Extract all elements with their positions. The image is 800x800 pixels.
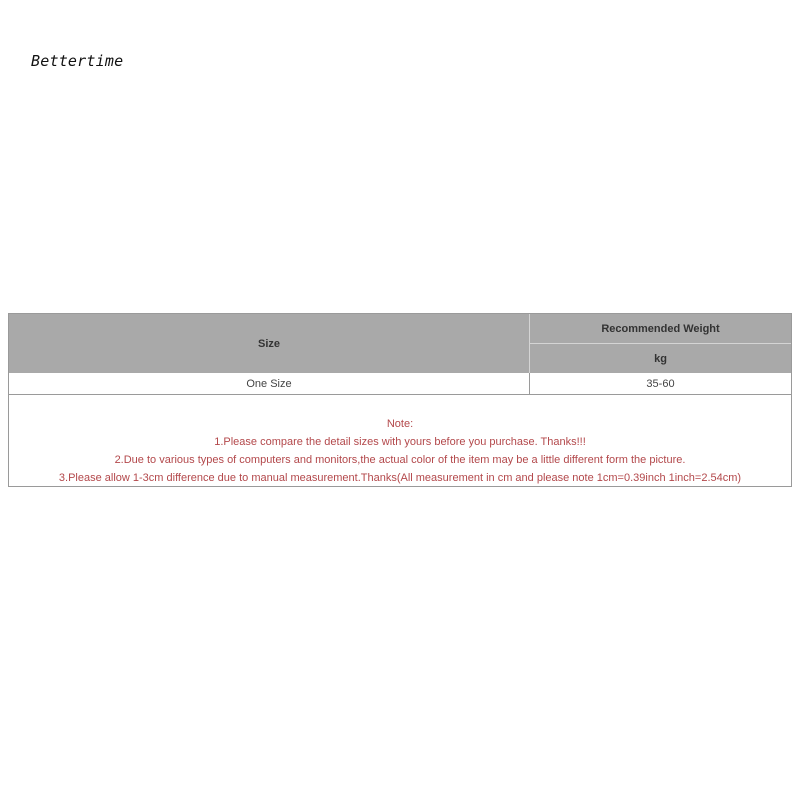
note-line-1: 1.Please compare the detail sizes with yours before you purchase. Thanks!!! (214, 436, 586, 448)
note-line-3: 3.Please allow 1-3cm difference due to manual measurement.Thanks(All measurement in cm and please note 1cm=0.39inch 1inch=2.54cm) (58, 472, 742, 484)
notes-section (9, 395, 791, 486)
note-line-2: 2.Due to various types of computers and monitors,the actual color of the item may be a little different form the picture. (114, 454, 686, 466)
header-size: Size (9, 314, 530, 373)
note-title: Note: (386, 418, 414, 430)
cell-size-value: One Size (9, 373, 530, 394)
size-chart-table (8, 313, 792, 487)
header-weight-unit: kg (654, 352, 667, 365)
cell-weight-value: 35-60 (646, 377, 675, 390)
header-recommended-weight: Recommended Weight (530, 314, 791, 344)
table-header (9, 314, 791, 373)
table-row (9, 373, 791, 395)
brand-logo-text: Bettertime (31, 52, 124, 70)
